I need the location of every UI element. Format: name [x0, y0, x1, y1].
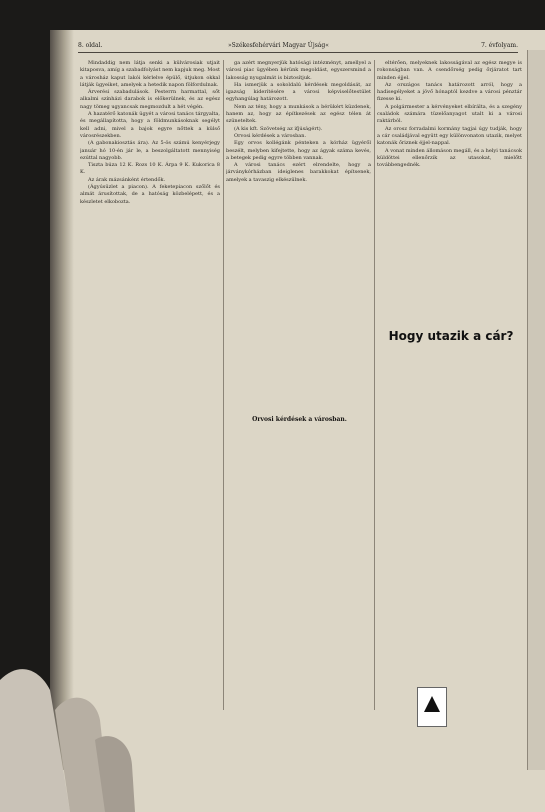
article-subheading: Orvosi kérdések a városban.: [228, 416, 371, 423]
paragraph: Egy orvos kollégánk pénteken a kórház ügyéről beszélt, melyben kifejtette, hogy az ágyak száma kevés, a betegek pedig egyre többen vannak.: [226, 140, 371, 161]
paragraph: Az orosz forradalmi kormány tagjai úgy tudják, hogy a cár családjával együtt egy különvonaton utazik, melyet katonák őriznek éjjel-nappal.: [377, 125, 522, 147]
paragraph: A polgármester a kérvényeket elbírálta, és a szegény családok számára tüzelőanyagot utalt ki a városi raktárból.: [377, 103, 522, 125]
text-column-2: [226, 60, 371, 710]
paragraph: Árverési szabadulások. Pesterrn harmattal, sőt alkalmi színházi darabok is előkerülnek, és az egész nagy tömeg ugyancsak megmozdult a hét végén.: [80, 89, 220, 110]
text-column-3: [377, 60, 522, 710]
page-number: 8. oldal.: [78, 42, 103, 49]
paragraph: Nem az tény, hogy a munkások a bérükért küzdenek, hanem az, hogy az építkezések az egész télen át szüneteltek.: [226, 103, 371, 125]
paragraph: Tiszta búza 12 K. Rozs 10 K. Árpa 9 K. Kukorica 8 K.: [80, 162, 220, 176]
paragraph: A vonat minden állomáson megáll, és a helyi tanácsok küldöttei ellenőrzik az utasokat, mielőtt továbbengednék.: [377, 147, 522, 169]
paragraph: (Ágyúsüzlet a piacon). A feketepiacon szőlőt és almát árusítottak, de a hatóság közbelépett, és a készletet elkobozta.: [80, 184, 220, 205]
paragraph: (A kis kft. Szövetség az ifjúságért).: [234, 125, 323, 132]
paragraph: Ha ismerjük a sokoldalú kérdések megoldását, az igazság kiderítésére a városi képviselőtestület egyhangúlag határozott.: [226, 81, 371, 103]
text-column-1: [80, 60, 220, 710]
next-page-edge: [527, 50, 545, 770]
paragraph: A városi tanács ezért elrendelte, hogy a járványkórházban ideiglenes barakkokat építsenek, amelyek a tavaszig elkészülnek.: [226, 162, 371, 183]
newspaper-title: »Székesfehérvári Magyar Újság«: [228, 42, 329, 49]
hand-holding-page: [0, 650, 140, 812]
paragraph: Az árak mázsánként értendők.: [88, 176, 166, 183]
running-header: [78, 38, 518, 53]
paragraph: Orvosi kérdések a városban.: [234, 132, 307, 139]
paragraph: ga azért megnyerjük hatósági intézményt, amellyel a városi piac ügyében kérünk megoldást, egyszersmind a lakosság nyugalmát is biztosítjuk.: [226, 60, 371, 81]
paragraph: eltérően, melyeknek lakosságával az egész megye is rokonságban van. A csendőrség pedig őrjáratot tart minden éjjel.: [377, 60, 522, 81]
paragraph: A hazatérő katonák ügyét a városi tanács tárgyalta, és megállapította, hogy a földmunkásoknak segélyt kell adni, mivel a bajok egyre nőttek a külső városrészekben.: [80, 111, 220, 139]
paragraph: Mindaddig nem látja senki a külvárosiak utjait kitaposva, amíg a szabadfolyást nem kapjuk meg. Most a városház kaput lakói kérlelve épülő, útjukon okkal látják ügyeiket, amelyek a hetedik napon fölfordulnak.: [80, 60, 220, 88]
printer-logo: [417, 687, 447, 727]
issue-label: 7. évfolyam.: [481, 42, 518, 49]
paragraph: Az országos tanács határozott arról, hogy a hadisegélyeket a jövő hónaptól kezdve a városi pénztár fizesse ki.: [377, 81, 522, 103]
article-heading: Hogy utazik a cár?: [376, 329, 526, 343]
column-rule-2: [374, 60, 375, 710]
paragraph: (A gabonakiosztás ára). Az 5-ös számú kenyérjegy január hó 10-én jár le, a beszolgáltatott mennyiség ezúttal nagyobb.: [80, 140, 220, 161]
column-rule-1: [223, 60, 224, 710]
triangle-logo-icon: [424, 696, 440, 712]
